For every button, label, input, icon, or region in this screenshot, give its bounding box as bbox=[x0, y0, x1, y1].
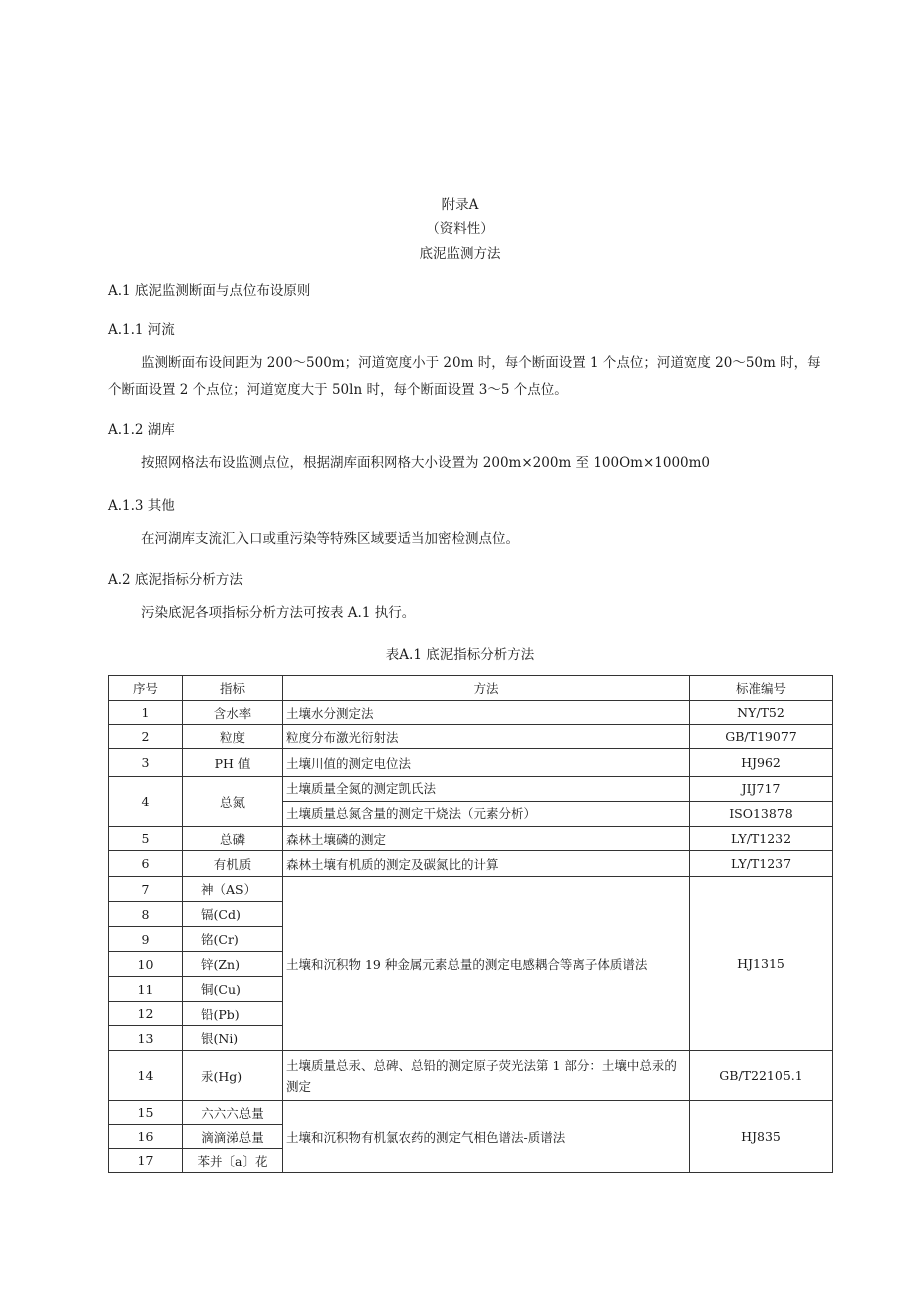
appendix-nature: （资料性） bbox=[426, 221, 494, 237]
section-a2-heading: A.2 底泥指标分析方法 bbox=[108, 572, 243, 588]
section-a12-text: 按照网格法布设监测点位，根据湖库面积网格大小设置为 200m×200m 至 100Om×1000m0 bbox=[141, 455, 711, 471]
row-standard: GB/T22105.1 bbox=[690, 1051, 833, 1101]
table-row bbox=[109, 877, 833, 902]
row-indicator: 铭(Cr) bbox=[183, 927, 283, 952]
organics-method: 土壤和沉积物有机氯农药的测定气相色谱法-质谱法 bbox=[283, 1101, 690, 1173]
row-no: 1 bbox=[109, 701, 183, 725]
row-indicator: 银(Ni) bbox=[183, 1026, 283, 1051]
row-standard: GB/T19077 bbox=[690, 725, 833, 749]
table-caption: 表A.1 底泥指标分析方法 bbox=[385, 647, 535, 663]
row-indicator: 锌(Zn) bbox=[183, 952, 283, 977]
row-indicator: PH 值 bbox=[183, 749, 283, 777]
section-a2-text: 污染底泥各项指标分析方法可按表 A.1 执行。 bbox=[141, 605, 416, 621]
row-method: 森林土壤磷的测定 bbox=[283, 827, 690, 851]
row-no: 10 bbox=[109, 952, 183, 977]
table-row bbox=[109, 701, 833, 725]
section-a11-text: 监测断面布设间距为 200～500m；河道宽度小于 20m 时，每个断面设置 1 个点位；河道宽度 20～50m 时，每个断面设置 2 个点位；河道宽度大于 50ln 时，每个断面设置 3～5 个点位。 bbox=[108, 355, 821, 398]
row-indicator: 汞(Hg) bbox=[183, 1051, 283, 1101]
row-standard: LY/T1237 bbox=[690, 851, 833, 877]
row-indicator: 苯并〔a〕花 bbox=[183, 1149, 283, 1173]
table-row bbox=[109, 851, 833, 877]
row-indicator: 滴滴涕总量 bbox=[183, 1125, 283, 1149]
row-standard-split bbox=[690, 777, 833, 827]
row-method: 土壤质量全氮的测定凯氏法 bbox=[283, 777, 689, 802]
table-row bbox=[109, 725, 833, 749]
row-indicator: 有机质 bbox=[183, 851, 283, 877]
row-indicator: 镉(Cd) bbox=[183, 902, 283, 927]
section-a1-heading: A.1 底泥监测断面与点位布设原则 bbox=[108, 283, 311, 299]
row-indicator: 粒度 bbox=[183, 725, 283, 749]
section-a12-heading: A.1.2 湖库 bbox=[108, 422, 175, 438]
row-no: 6 bbox=[109, 851, 183, 877]
row-method-split bbox=[283, 777, 690, 827]
row-method: 土壤水分测定法 bbox=[283, 701, 690, 725]
row-indicator: 总氮 bbox=[183, 777, 283, 827]
row-standard-alt: ISO13878 bbox=[729, 806, 793, 821]
appendix-label: 附录A bbox=[441, 197, 479, 213]
header-indicator: 指标 bbox=[183, 676, 283, 701]
organics-standard: HJ835 bbox=[690, 1101, 833, 1173]
row-no: 9 bbox=[109, 927, 183, 952]
header-no: 序号 bbox=[109, 676, 183, 701]
row-no: 15 bbox=[109, 1101, 183, 1125]
row-no: 4 bbox=[109, 777, 183, 827]
row-indicator: 六六六总量 bbox=[183, 1101, 283, 1125]
header-method: 方法 bbox=[283, 676, 690, 701]
section-a13-heading: A.1.3 其他 bbox=[108, 498, 175, 514]
row-method: 粒度分布激光衍射法 bbox=[283, 725, 690, 749]
table-row bbox=[109, 827, 833, 851]
row-indicator: 含水率 bbox=[183, 701, 283, 725]
section-a13-text: 在河湖库支流汇入口或重污染等特殊区域要适当加密检测点位。 bbox=[141, 531, 519, 547]
table-row bbox=[109, 749, 833, 777]
row-no: 2 bbox=[109, 725, 183, 749]
row-indicator: 总磷 bbox=[183, 827, 283, 851]
metals-standard: HJ1315 bbox=[690, 877, 833, 1051]
row-method: 森林土壤有机质的测定及碳氮比的计算 bbox=[283, 851, 690, 877]
row-standard: JIJ717 bbox=[690, 777, 832, 802]
appendix-title: 底泥监测方法 bbox=[419, 246, 501, 262]
analysis-methods-table bbox=[108, 675, 833, 1173]
row-no: 13 bbox=[109, 1026, 183, 1051]
row-indicator: 铅(Pb) bbox=[183, 1002, 283, 1026]
row-no: 12 bbox=[109, 1002, 183, 1026]
row-no: 5 bbox=[109, 827, 183, 851]
table-header-row bbox=[109, 676, 833, 701]
row-no: 14 bbox=[109, 1051, 183, 1101]
row-indicator: 铜(Cu) bbox=[183, 977, 283, 1002]
table-row bbox=[109, 1051, 833, 1101]
row-standard: LY/T1232 bbox=[690, 827, 833, 851]
row-no: 11 bbox=[109, 977, 183, 1002]
row-standard: HJ962 bbox=[690, 749, 833, 777]
row-method: 土壤川值的测定电位法 bbox=[283, 749, 690, 777]
row-no: 8 bbox=[109, 902, 183, 927]
metals-method: 土壤和沉积物 19 种金属元素总量的测定电感耦合等离子体质谱法 bbox=[283, 877, 690, 1051]
section-a11-heading: A.1.1 河流 bbox=[108, 322, 175, 338]
table-row bbox=[109, 777, 833, 827]
row-indicator: 神（AS） bbox=[183, 877, 283, 902]
row-method: 土壤质量总汞、总碑、总铅的测定原子荧光法第 1 部分：土壤中总汞的测定 bbox=[283, 1051, 690, 1101]
row-no: 17 bbox=[109, 1149, 183, 1173]
header-standard: 标准编号 bbox=[690, 676, 833, 701]
row-method-alt: 土壤质量总氮含量的测定干烧法（元素分析） bbox=[286, 806, 537, 821]
table-row bbox=[109, 1101, 833, 1125]
row-no: 16 bbox=[109, 1125, 183, 1149]
row-standard: NY/T52 bbox=[690, 701, 833, 725]
row-no: 7 bbox=[109, 877, 183, 902]
row-no: 3 bbox=[109, 749, 183, 777]
